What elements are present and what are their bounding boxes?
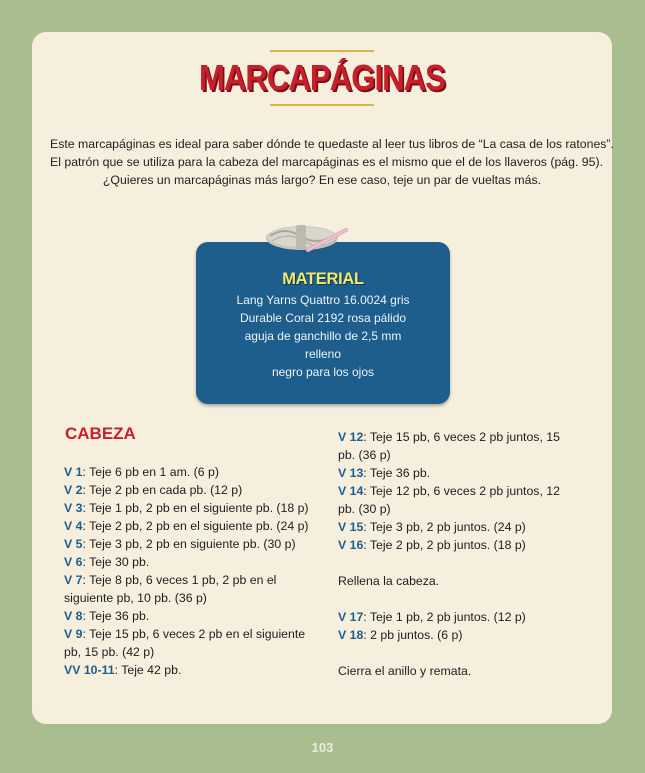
material-box — [196, 242, 450, 404]
page-card — [32, 32, 612, 724]
material-item: Durable Coral 2192 rosa pálido — [239, 311, 407, 325]
step-text: : Teje 8 pb, 6 veces 1 pb, 2 pb en el siguiente pb, 10 pb. (36 p) — [64, 573, 277, 605]
step-row — [338, 518, 570, 536]
step-label: V 8 — [64, 609, 83, 623]
page-number: 103 — [311, 740, 334, 755]
material-title: MATERIAL — [282, 270, 364, 288]
step-row — [338, 626, 570, 644]
step-label: V 18 — [338, 628, 364, 642]
step-label: V 13 — [338, 466, 364, 480]
step-label: V 14 — [338, 484, 364, 498]
step-row — [64, 517, 314, 535]
material-item: aguja de ganchillo de 2,5 mm — [244, 329, 402, 343]
step-label: V 3 — [64, 501, 83, 515]
spacer — [338, 590, 570, 608]
step-label: V 17 — [338, 610, 364, 624]
step-row — [64, 553, 314, 571]
step-row — [338, 536, 570, 554]
step-row — [64, 625, 314, 661]
step-label: V 9 — [64, 627, 83, 641]
step-text: : Teje 15 pb, 6 veces 2 pb en el siguiente pb, 15 pb. (42 p) — [64, 627, 306, 659]
step-label: V 1 — [64, 465, 83, 479]
steps-right-column — [338, 428, 570, 680]
steps-left-column — [64, 463, 314, 679]
material-list — [196, 291, 450, 381]
step-row — [338, 464, 570, 482]
step-row — [64, 571, 314, 607]
step-row — [64, 481, 314, 499]
step-text: : Teje 3 pb, 2 pb juntos. (24 p) — [363, 520, 526, 534]
material-item: relleno — [304, 347, 342, 361]
step-label: V 12 — [338, 430, 364, 444]
step-row — [64, 463, 314, 481]
step-label: V 16 — [338, 538, 364, 552]
step-row — [64, 535, 314, 553]
material-item: negro para los ojos — [271, 365, 375, 379]
step-text: : Teje 12 pb, 6 veces 2 pb juntos, 12 pb. (30 p) — [338, 484, 560, 516]
step-text: : Teje 1 pb, 2 pb en el siguiente pb. (18 p) — [82, 501, 309, 515]
step-text: : 2 pb juntos. (6 p) — [363, 628, 463, 642]
intro-text — [50, 135, 614, 189]
intro-line: El patrón que se utiliza para la cabeza del marcapáginas es el mismo que el de los llaveros (pág. 95). — [50, 155, 603, 169]
step-text: : Teje 2 pb en cada pb. (12 p) — [82, 483, 243, 497]
note-finish: Cierra el anillo y remata. — [338, 664, 472, 678]
title-rule-top — [270, 50, 374, 52]
step-text: : Teje 3 pb, 2 pb en siguiente pb. (30 p) — [82, 537, 296, 551]
step-row — [338, 482, 570, 518]
step-row — [338, 428, 570, 464]
step-text: : Teje 36 pb. — [363, 466, 431, 480]
step-label: V 6 — [64, 555, 83, 569]
note-stuff-head: Rellena la cabeza. — [338, 574, 440, 588]
step-text: : Teje 2 pb, 2 pb juntos. (18 p) — [363, 538, 526, 552]
step-row — [64, 607, 314, 625]
material-item: Lang Yarns Quattro 16.0024 gris — [236, 293, 410, 307]
spacer — [338, 554, 570, 572]
step-text: : Teje 42 pb. — [114, 663, 182, 677]
title-block — [32, 50, 612, 106]
step-label: VV 10-11 — [64, 663, 115, 677]
step-text: : Teje 36 pb. — [82, 609, 150, 623]
step-text: : Teje 30 pb. — [82, 555, 150, 569]
step-text: : Teje 1 pb, 2 pb juntos. (12 p) — [363, 610, 526, 624]
page-title: MARCAPÁGINAS — [199, 57, 445, 98]
spacer — [338, 644, 570, 662]
yarn-skein-icon — [260, 216, 350, 258]
step-row — [64, 661, 314, 679]
step-text: : Teje 2 pb, 2 pb en el siguiente pb. (24 p) — [82, 519, 309, 533]
section-title-cabeza: CABEZA — [65, 424, 136, 443]
intro-line: ¿Quieres un marcapáginas más largo? En ese caso, teje un par de vueltas más. — [102, 173, 542, 187]
step-text: : Teje 6 pb en 1 am. (6 p) — [82, 465, 219, 479]
step-row — [64, 499, 314, 517]
step-row — [338, 608, 570, 626]
step-text: : Teje 15 pb, 6 veces 2 pb juntos, 15 pb. (36 p) — [338, 430, 560, 462]
step-label: V 4 — [64, 519, 83, 533]
step-label: V 15 — [338, 520, 364, 534]
title-rule-bottom — [270, 104, 374, 106]
intro-line: Este marcapáginas es ideal para saber dónde te quedaste al leer tus libros de “La casa de los ratones”. — [50, 137, 614, 151]
step-label: V 7 — [64, 573, 83, 587]
step-label: V 2 — [64, 483, 83, 497]
step-label: V 5 — [64, 537, 83, 551]
